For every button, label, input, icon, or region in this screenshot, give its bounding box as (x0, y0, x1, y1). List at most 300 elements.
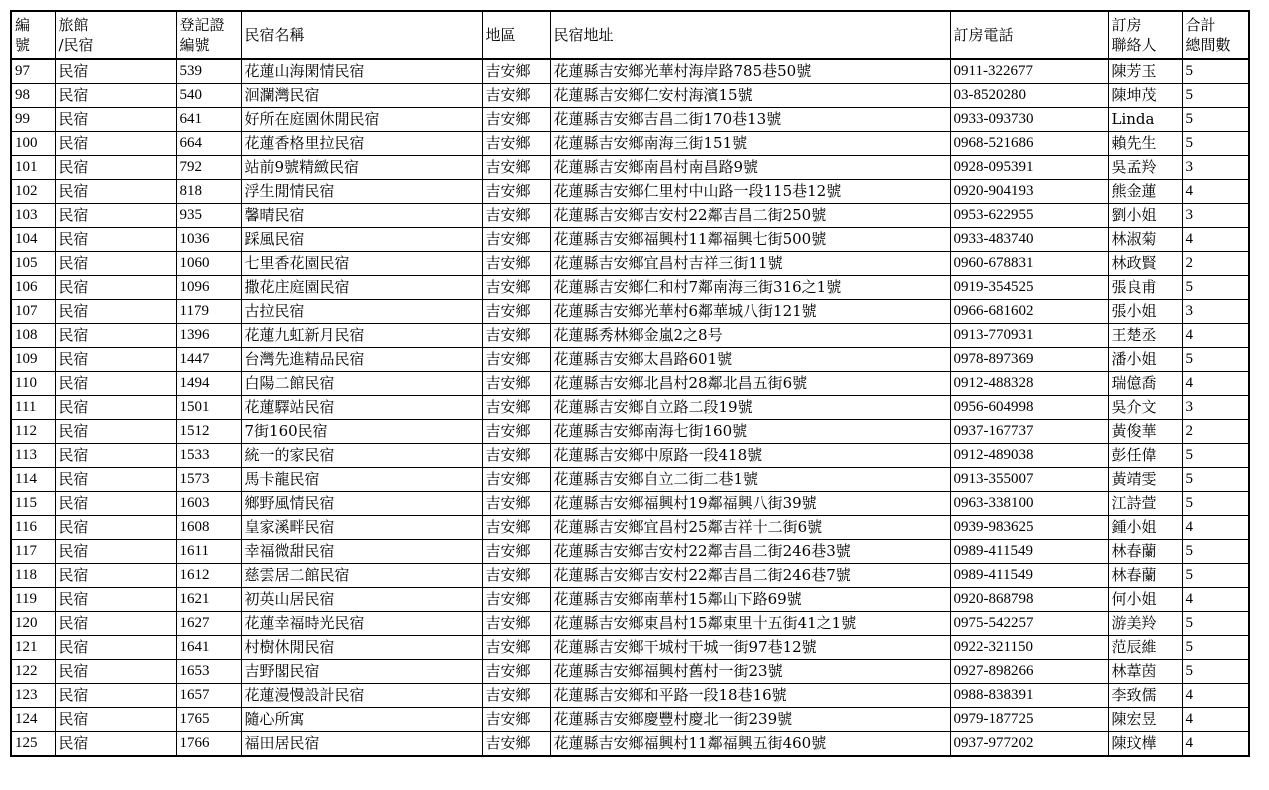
table-row (11, 612, 1249, 636)
cell-no: 118 (11, 564, 55, 588)
cell-reg: 664 (176, 132, 241, 156)
header-name: 民宿名稱 (241, 11, 482, 59)
header-type (55, 11, 176, 59)
table-row (11, 276, 1249, 300)
cell-area: 吉安鄉 (482, 492, 550, 516)
cell-type: 民宿 (55, 732, 176, 757)
cell-address: 花蓮縣吉安鄉南昌村南昌路9號 (550, 156, 950, 180)
cell-no: 110 (11, 372, 55, 396)
cell-phone: 0927-898266 (950, 660, 1108, 684)
header-row (11, 11, 1249, 59)
cell-rooms: 4 (1182, 228, 1249, 252)
cell-reg: 1447 (176, 348, 241, 372)
cell-phone: 0939-983625 (950, 516, 1108, 540)
cell-contact: 林春蘭 (1108, 564, 1182, 588)
cell-phone: 0912-489038 (950, 444, 1108, 468)
cell-contact: 林政賢 (1108, 252, 1182, 276)
cell-reg: 1641 (176, 636, 241, 660)
cell-contact: 熊金蓮 (1108, 180, 1182, 204)
cell-name: 花蓮山海閑情民宿 (241, 59, 482, 84)
cell-contact: 林春蘭 (1108, 540, 1182, 564)
cell-name: 吉野閣民宿 (241, 660, 482, 684)
cell-contact: 瑞億喬 (1108, 372, 1182, 396)
header-reg-line1: 登記證 (179, 16, 225, 34)
cell-no: 97 (11, 59, 55, 84)
cell-address: 花蓮縣吉安鄉北昌村28鄰北昌五街6號 (550, 372, 950, 396)
cell-name: 村樹休閒民宿 (241, 636, 482, 660)
cell-address: 花蓮縣吉安鄉宜昌村吉祥三街11號 (550, 252, 950, 276)
cell-phone: 0920-868798 (950, 588, 1108, 612)
cell-address: 花蓮縣秀林鄉金嵐2之8号 (550, 324, 950, 348)
cell-rooms: 5 (1182, 492, 1249, 516)
cell-phone: 0989-411549 (950, 564, 1108, 588)
cell-contact: 林葦茵 (1108, 660, 1182, 684)
cell-phone: 0922-321150 (950, 636, 1108, 660)
cell-reg: 641 (176, 108, 241, 132)
cell-area: 吉安鄉 (482, 228, 550, 252)
cell-contact: 黃俊華 (1108, 420, 1182, 444)
cell-name: 初英山居民宿 (241, 588, 482, 612)
table-row (11, 732, 1249, 757)
cell-type: 民宿 (55, 300, 176, 324)
cell-area: 吉安鄉 (482, 684, 550, 708)
cell-phone: 0988-838391 (950, 684, 1108, 708)
cell-type: 民宿 (55, 59, 176, 84)
cell-no: 111 (11, 396, 55, 420)
cell-reg: 1179 (176, 300, 241, 324)
cell-no: 98 (11, 84, 55, 108)
cell-name: 統一的家民宿 (241, 444, 482, 468)
cell-name: 鄉野風情民宿 (241, 492, 482, 516)
cell-phone: 0937-977202 (950, 732, 1108, 757)
table-row (11, 420, 1249, 444)
cell-rooms: 4 (1182, 684, 1249, 708)
cell-rooms: 5 (1182, 540, 1249, 564)
cell-reg: 818 (176, 180, 241, 204)
cell-phone: 0968-521686 (950, 132, 1108, 156)
cell-no: 103 (11, 204, 55, 228)
cell-name: 站前9號精緻民宿 (241, 156, 482, 180)
cell-contact: 江詩萱 (1108, 492, 1182, 516)
cell-reg: 1766 (176, 732, 241, 757)
table-row (11, 396, 1249, 420)
cell-contact: 張小姐 (1108, 300, 1182, 324)
cell-area: 吉安鄉 (482, 59, 550, 84)
table-row (11, 540, 1249, 564)
cell-phone: 0979-187725 (950, 708, 1108, 732)
cell-contact: 彭任偉 (1108, 444, 1182, 468)
cell-contact: 范辰維 (1108, 636, 1182, 660)
table-row (11, 84, 1249, 108)
bnb-registry-table (10, 10, 1250, 757)
cell-reg: 1603 (176, 492, 241, 516)
table-row (11, 59, 1249, 84)
cell-reg: 1653 (176, 660, 241, 684)
cell-area: 吉安鄉 (482, 348, 550, 372)
cell-rooms: 3 (1182, 204, 1249, 228)
cell-contact: 吳孟羚 (1108, 156, 1182, 180)
table-row (11, 564, 1249, 588)
header-no (11, 11, 55, 59)
cell-contact: 李致儒 (1108, 684, 1182, 708)
cell-type: 民宿 (55, 252, 176, 276)
cell-reg: 1612 (176, 564, 241, 588)
table-row (11, 516, 1249, 540)
cell-rooms: 3 (1182, 300, 1249, 324)
cell-type: 民宿 (55, 660, 176, 684)
cell-name: 花蓮驛站民宿 (241, 396, 482, 420)
cell-area: 吉安鄉 (482, 540, 550, 564)
cell-rooms: 5 (1182, 444, 1249, 468)
cell-reg: 1657 (176, 684, 241, 708)
cell-type: 民宿 (55, 84, 176, 108)
cell-phone: 0989-411549 (950, 540, 1108, 564)
cell-address: 花蓮縣吉安鄉吉安村22鄰吉昌二街246巷3號 (550, 540, 950, 564)
cell-rooms: 5 (1182, 276, 1249, 300)
cell-rooms: 2 (1182, 420, 1249, 444)
cell-name: 馬卡龍民宿 (241, 468, 482, 492)
cell-no: 107 (11, 300, 55, 324)
cell-address: 花蓮縣吉安鄉宜昌村25鄰吉祥十二街6號 (550, 516, 950, 540)
cell-address: 花蓮縣吉安鄉光華村6鄰華城八街121號 (550, 300, 950, 324)
header-no-line2: 號 (15, 36, 31, 54)
cell-area: 吉安鄉 (482, 444, 550, 468)
cell-name: 幸福微甜民宿 (241, 540, 482, 564)
cell-no: 108 (11, 324, 55, 348)
cell-area: 吉安鄉 (482, 276, 550, 300)
cell-contact: 賴先生 (1108, 132, 1182, 156)
cell-rooms: 5 (1182, 564, 1249, 588)
cell-type: 民宿 (55, 396, 176, 420)
cell-address: 花蓮縣吉安鄉光華村海岸路785巷50號 (550, 59, 950, 84)
cell-reg: 1573 (176, 468, 241, 492)
table-row (11, 468, 1249, 492)
cell-type: 民宿 (55, 132, 176, 156)
cell-name: 慈雲居二館民宿 (241, 564, 482, 588)
cell-no: 113 (11, 444, 55, 468)
cell-rooms: 2 (1182, 252, 1249, 276)
table-row (11, 492, 1249, 516)
cell-area: 吉安鄉 (482, 204, 550, 228)
table-row (11, 324, 1249, 348)
cell-reg: 539 (176, 59, 241, 84)
header-type-line1: 旅館 (58, 16, 89, 34)
cell-contact: 陳芳玉 (1108, 59, 1182, 84)
cell-rooms: 5 (1182, 132, 1249, 156)
header-phone: 訂房電話 (950, 11, 1108, 59)
cell-no: 99 (11, 108, 55, 132)
cell-name: 花蓮九虹新月民宿 (241, 324, 482, 348)
cell-area: 吉安鄉 (482, 564, 550, 588)
cell-type: 民宿 (55, 444, 176, 468)
table-row (11, 300, 1249, 324)
cell-no: 102 (11, 180, 55, 204)
cell-phone: 0933-093730 (950, 108, 1108, 132)
cell-name: 福田居民宿 (241, 732, 482, 757)
cell-area: 吉安鄉 (482, 732, 550, 757)
cell-address: 花蓮縣吉安鄉南海七街160號 (550, 420, 950, 444)
cell-phone: 0920-904193 (950, 180, 1108, 204)
cell-rooms: 5 (1182, 660, 1249, 684)
cell-area: 吉安鄉 (482, 516, 550, 540)
cell-reg: 1096 (176, 276, 241, 300)
cell-area: 吉安鄉 (482, 708, 550, 732)
cell-reg: 1627 (176, 612, 241, 636)
cell-contact: Linda (1108, 108, 1182, 132)
cell-rooms: 4 (1182, 588, 1249, 612)
cell-area: 吉安鄉 (482, 420, 550, 444)
cell-phone: 0913-770931 (950, 324, 1108, 348)
cell-type: 民宿 (55, 708, 176, 732)
header-address: 民宿地址 (550, 11, 950, 59)
cell-phone: 0963-338100 (950, 492, 1108, 516)
cell-area: 吉安鄉 (482, 252, 550, 276)
cell-contact: 陳坤茂 (1108, 84, 1182, 108)
cell-no: 120 (11, 612, 55, 636)
cell-name: 隨心所寓 (241, 708, 482, 732)
cell-reg: 1060 (176, 252, 241, 276)
cell-type: 民宿 (55, 540, 176, 564)
cell-no: 101 (11, 156, 55, 180)
cell-name: 撒花庄庭園民宿 (241, 276, 482, 300)
cell-address: 花蓮縣吉安鄉干城村干城一街97巷12號 (550, 636, 950, 660)
cell-contact: 劉小姐 (1108, 204, 1182, 228)
cell-area: 吉安鄉 (482, 156, 550, 180)
cell-no: 124 (11, 708, 55, 732)
cell-type: 民宿 (55, 108, 176, 132)
cell-area: 吉安鄉 (482, 588, 550, 612)
cell-type: 民宿 (55, 492, 176, 516)
table-row (11, 444, 1249, 468)
cell-name: 洄瀾灣民宿 (241, 84, 482, 108)
cell-reg: 1396 (176, 324, 241, 348)
header-reg-line2: 編號 (179, 36, 210, 54)
cell-no: 115 (11, 492, 55, 516)
cell-contact: 林淑菊 (1108, 228, 1182, 252)
table-row (11, 372, 1249, 396)
cell-name: 馨晴民宿 (241, 204, 482, 228)
cell-contact: 游美羚 (1108, 612, 1182, 636)
cell-address: 花蓮縣吉安鄉福興村11鄰福興五街460號 (550, 732, 950, 757)
cell-rooms: 5 (1182, 84, 1249, 108)
cell-phone: 0960-678831 (950, 252, 1108, 276)
cell-reg: 1608 (176, 516, 241, 540)
cell-address: 花蓮縣吉安鄉東昌村15鄰東里十五街41之1號 (550, 612, 950, 636)
cell-name: 花蓮香格里拉民宿 (241, 132, 482, 156)
cell-no: 119 (11, 588, 55, 612)
cell-name: 七里香花園民宿 (241, 252, 482, 276)
cell-no: 100 (11, 132, 55, 156)
cell-area: 吉安鄉 (482, 468, 550, 492)
cell-name: 花蓮漫慢設計民宿 (241, 684, 482, 708)
table-row (11, 684, 1249, 708)
cell-address: 花蓮縣吉安鄉福興村19鄰福興八街39號 (550, 492, 950, 516)
table-row (11, 588, 1249, 612)
cell-address: 花蓮縣吉安鄉仁和村7鄰南海三街316之1號 (550, 276, 950, 300)
cell-address: 花蓮縣吉安鄉南海三街151號 (550, 132, 950, 156)
cell-type: 民宿 (55, 612, 176, 636)
cell-phone: 0912-488328 (950, 372, 1108, 396)
cell-area: 吉安鄉 (482, 108, 550, 132)
cell-contact: 鍾小姐 (1108, 516, 1182, 540)
cell-contact: 陳宏昱 (1108, 708, 1182, 732)
cell-area: 吉安鄉 (482, 372, 550, 396)
cell-phone: 0919-354525 (950, 276, 1108, 300)
cell-phone: 0975-542257 (950, 612, 1108, 636)
header-contact-line2: 聯絡人 (1111, 36, 1157, 54)
cell-address: 花蓮縣吉安鄉仁里村中山路一段115巷12號 (550, 180, 950, 204)
cell-type: 民宿 (55, 564, 176, 588)
cell-rooms: 4 (1182, 180, 1249, 204)
cell-rooms: 4 (1182, 372, 1249, 396)
cell-address: 花蓮縣吉安鄉吉安村22鄰吉昌二街250號 (550, 204, 950, 228)
cell-rooms: 5 (1182, 108, 1249, 132)
table-row (11, 708, 1249, 732)
cell-phone: 0978-897369 (950, 348, 1108, 372)
cell-address: 花蓮縣吉安鄉南華村15鄰山下路69號 (550, 588, 950, 612)
cell-phone: 0933-483740 (950, 228, 1108, 252)
cell-phone: 0966-681602 (950, 300, 1108, 324)
cell-reg: 1621 (176, 588, 241, 612)
table-row (11, 228, 1249, 252)
cell-name: 浮生閒情民宿 (241, 180, 482, 204)
cell-rooms: 5 (1182, 59, 1249, 84)
cell-reg: 1533 (176, 444, 241, 468)
cell-rooms: 4 (1182, 732, 1249, 757)
cell-contact: 王楚丞 (1108, 324, 1182, 348)
header-reg (176, 11, 241, 59)
table-row (11, 156, 1249, 180)
header-contact-line1: 訂房 (1111, 16, 1142, 34)
cell-reg: 1611 (176, 540, 241, 564)
cell-reg: 1494 (176, 372, 241, 396)
cell-rooms: 5 (1182, 348, 1249, 372)
cell-address: 花蓮縣吉安鄉太昌路601號 (550, 348, 950, 372)
cell-no: 121 (11, 636, 55, 660)
cell-type: 民宿 (55, 276, 176, 300)
cell-address: 花蓮縣吉安鄉中原路一段418號 (550, 444, 950, 468)
header-type-line2: /民宿 (58, 36, 94, 54)
table-row (11, 636, 1249, 660)
cell-name: 踩風民宿 (241, 228, 482, 252)
cell-area: 吉安鄉 (482, 660, 550, 684)
cell-no: 109 (11, 348, 55, 372)
table-row (11, 180, 1249, 204)
cell-type: 民宿 (55, 516, 176, 540)
table-row (11, 132, 1249, 156)
cell-no: 125 (11, 732, 55, 757)
cell-name: 皇家溪畔民宿 (241, 516, 482, 540)
cell-type: 民宿 (55, 348, 176, 372)
cell-no: 105 (11, 252, 55, 276)
cell-area: 吉安鄉 (482, 300, 550, 324)
cell-no: 116 (11, 516, 55, 540)
header-contact (1108, 11, 1182, 59)
cell-rooms: 4 (1182, 516, 1249, 540)
cell-phone: 0911-322677 (950, 59, 1108, 84)
cell-address: 花蓮縣吉安鄉慶豐村慶北一街239號 (550, 708, 950, 732)
cell-name: 7街160民宿 (241, 420, 482, 444)
cell-type: 民宿 (55, 684, 176, 708)
table-row (11, 204, 1249, 228)
cell-type: 民宿 (55, 588, 176, 612)
table-row (11, 348, 1249, 372)
cell-type: 民宿 (55, 204, 176, 228)
cell-name: 台灣先進精品民宿 (241, 348, 482, 372)
cell-no: 122 (11, 660, 55, 684)
table-row (11, 660, 1249, 684)
header-rooms-line2: 總間數 (1185, 36, 1231, 54)
cell-type: 民宿 (55, 156, 176, 180)
cell-address: 花蓮縣吉安鄉自立路二段19號 (550, 396, 950, 420)
cell-type: 民宿 (55, 372, 176, 396)
cell-type: 民宿 (55, 636, 176, 660)
cell-area: 吉安鄉 (482, 396, 550, 420)
cell-address: 花蓮縣吉安鄉吉昌二街170巷13號 (550, 108, 950, 132)
header-rooms-line1: 合計 (1185, 16, 1216, 34)
cell-rooms: 5 (1182, 636, 1249, 660)
cell-contact: 黃靖雯 (1108, 468, 1182, 492)
cell-address: 花蓮縣吉安鄉福興村舊村一街23號 (550, 660, 950, 684)
header-no-line1: 編 (15, 16, 31, 34)
cell-no: 117 (11, 540, 55, 564)
cell-reg: 1512 (176, 420, 241, 444)
cell-rooms: 4 (1182, 708, 1249, 732)
cell-reg: 1036 (176, 228, 241, 252)
cell-phone: 0937-167737 (950, 420, 1108, 444)
cell-address: 花蓮縣吉安鄉自立二街二巷1號 (550, 468, 950, 492)
cell-reg: 1501 (176, 396, 241, 420)
cell-no: 106 (11, 276, 55, 300)
cell-type: 民宿 (55, 324, 176, 348)
cell-contact: 何小姐 (1108, 588, 1182, 612)
cell-reg: 540 (176, 84, 241, 108)
cell-phone: 0928-095391 (950, 156, 1108, 180)
cell-no: 114 (11, 468, 55, 492)
cell-name: 古拉民宿 (241, 300, 482, 324)
cell-phone: 0956-604998 (950, 396, 1108, 420)
cell-rooms: 5 (1182, 468, 1249, 492)
cell-contact: 張良甫 (1108, 276, 1182, 300)
cell-area: 吉安鄉 (482, 324, 550, 348)
cell-name: 花蓮幸福時光民宿 (241, 612, 482, 636)
cell-area: 吉安鄉 (482, 180, 550, 204)
cell-reg: 935 (176, 204, 241, 228)
cell-type: 民宿 (55, 420, 176, 444)
cell-type: 民宿 (55, 468, 176, 492)
cell-type: 民宿 (55, 228, 176, 252)
cell-contact: 吳介文 (1108, 396, 1182, 420)
cell-phone: 0913-355007 (950, 468, 1108, 492)
cell-contact: 陳玟樺 (1108, 732, 1182, 757)
cell-area: 吉安鄉 (482, 612, 550, 636)
header-rooms (1182, 11, 1249, 59)
cell-rooms: 4 (1182, 324, 1249, 348)
header-area: 地區 (482, 11, 550, 59)
table-row (11, 108, 1249, 132)
cell-address: 花蓮縣吉安鄉吉安村22鄰吉昌二街246巷7號 (550, 564, 950, 588)
cell-name: 白陽二館民宿 (241, 372, 482, 396)
cell-address: 花蓮縣吉安鄉和平路一段18巷16號 (550, 684, 950, 708)
cell-contact: 潘小姐 (1108, 348, 1182, 372)
cell-no: 104 (11, 228, 55, 252)
cell-reg: 792 (176, 156, 241, 180)
cell-address: 花蓮縣吉安鄉仁安村海濱15號 (550, 84, 950, 108)
cell-rooms: 3 (1182, 156, 1249, 180)
cell-phone: 03-8520280 (950, 84, 1108, 108)
cell-name: 好所在庭園休閒民宿 (241, 108, 482, 132)
table-row (11, 252, 1249, 276)
